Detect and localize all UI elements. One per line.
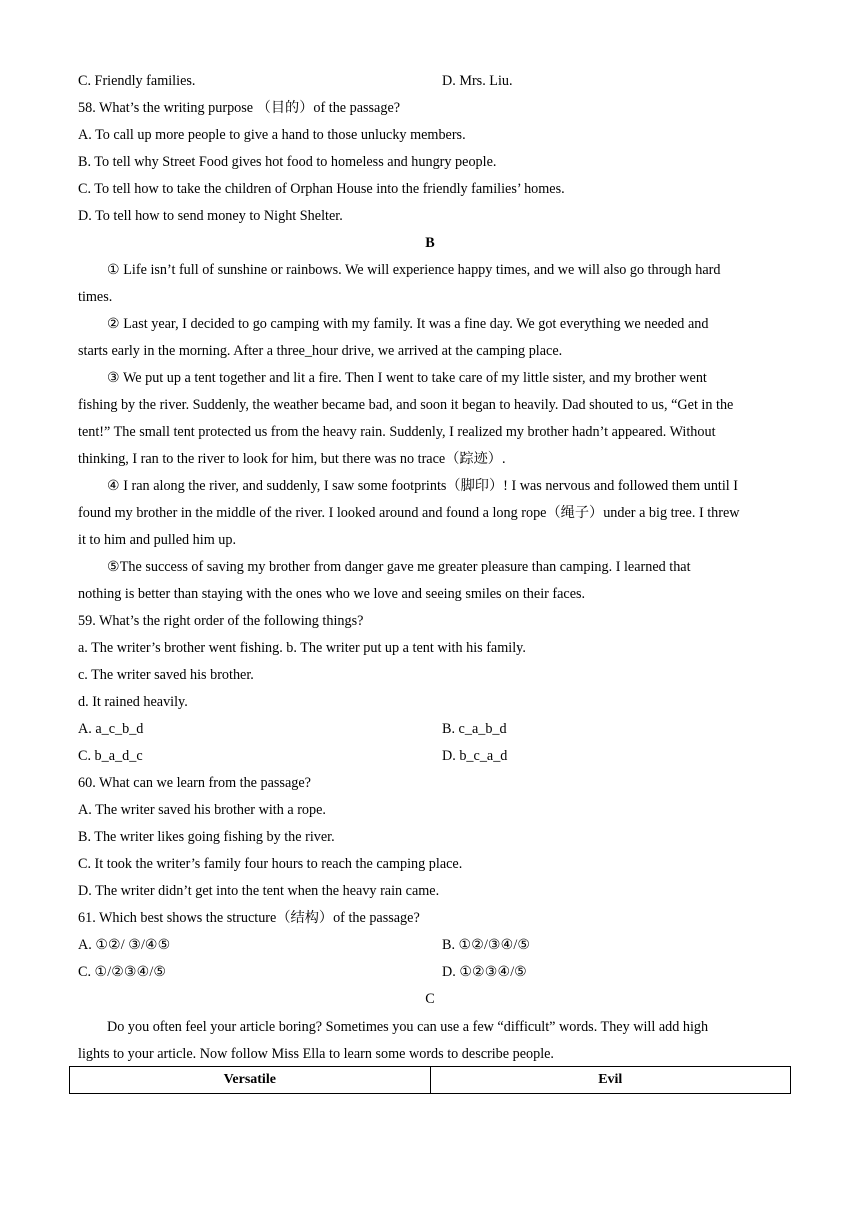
word-table-header-evil: Evil bbox=[430, 1067, 791, 1094]
text-line: B. c_a_b_d bbox=[442, 721, 507, 737]
text-line: B. The writer likes going fishing by the river. bbox=[78, 829, 335, 845]
text-line: times. bbox=[78, 289, 113, 305]
text-line: 58. What’s the writing purpose （目的）of the passage? bbox=[78, 100, 401, 116]
text-line: lights to your article. Now follow Miss Ella to learn some words to describe people. bbox=[78, 1046, 554, 1062]
word-table-header-versatile: Versatile bbox=[70, 1067, 431, 1094]
text-line: ② Last year, I decided to go camping with my family. It was a fine day. We got everything we needed and bbox=[107, 316, 709, 332]
text-line: ⑤The success of saving my brother from danger gave me greater pleasure than camping. I learned that bbox=[107, 559, 691, 575]
text-line: thinking, I ran to the river to look for him, but there was no trace（踪迹）. bbox=[78, 451, 506, 467]
text-line: A. To call up more people to give a hand to those unlucky members. bbox=[78, 127, 466, 143]
text-line: D. b_c_a_d bbox=[442, 748, 508, 764]
text-line: A. The writer saved his brother with a rope. bbox=[78, 802, 326, 818]
text-line: A. a_c_b_d bbox=[78, 721, 144, 737]
text-line: d. It rained heavily. bbox=[78, 694, 188, 710]
text-line: D. The writer didn’t get into the tent when the heavy rain came. bbox=[78, 883, 440, 899]
text-line: c. The writer saved his brother. bbox=[78, 667, 254, 683]
text-line: starts early in the morning. After a three_hour drive, we arrived at the camping place. bbox=[78, 343, 563, 359]
text-line: B. To tell why Street Food gives hot food to homeless and hungry people. bbox=[78, 154, 497, 170]
text-line: ① Life isn’t full of sunshine or rainbows. We will experience happy times, and we will also go through hard bbox=[107, 262, 721, 278]
text-line: B bbox=[425, 235, 435, 251]
text-line: C. To tell how to take the children of Orphan House into the friendly families’ homes. bbox=[78, 181, 565, 197]
text-line: C. ①/②③④/⑤ bbox=[78, 964, 167, 980]
text-line: C. b_a_d_c bbox=[78, 748, 143, 764]
text-line: D. ①②③④/⑤ bbox=[442, 964, 527, 980]
text-line: Do you often feel your article boring? Sometimes you can use a few “difficult” words. They will add high bbox=[107, 1019, 709, 1035]
text-line: B. ①②/③④/⑤ bbox=[442, 937, 531, 953]
text-line: it to him and pulled him up. bbox=[78, 532, 237, 548]
text-line: 61. Which best shows the structure（结构）of the passage? bbox=[78, 910, 420, 926]
text-line: C bbox=[425, 991, 435, 1007]
text-line: found my brother in the middle of the river. I looked around and found a long rope（绳子）under a big tree. I threw bbox=[78, 505, 740, 521]
word-table bbox=[69, 1066, 791, 1094]
text-line: C. It took the writer’s family four hours to reach the camping place. bbox=[78, 856, 463, 872]
text-line: fishing by the river. Suddenly, the weather became bad, and soon it began to heavily. Dad shouted to us, “Get in the bbox=[78, 397, 734, 413]
text-line: ④ I ran along the river, and suddenly, I saw some footprints（脚印）! I was nervous and followed them until I bbox=[107, 478, 739, 494]
text-line: 59. What’s the right order of the following things? bbox=[78, 613, 364, 629]
text-line: 60. What can we learn from the passage? bbox=[78, 775, 311, 791]
text-line: A. ①②/ ③/④⑤ bbox=[78, 937, 171, 953]
text-line: ③ We put up a tent together and lit a fire. Then I went to take care of my little sister, and my brother went bbox=[107, 370, 707, 386]
text-line: D. Mrs. Liu. bbox=[442, 73, 513, 89]
text-line: D. To tell how to send money to Night Shelter. bbox=[78, 208, 343, 224]
text-line: nothing is better than staying with the ones who we love and seeing smiles on their faces. bbox=[78, 586, 586, 602]
text-line: C. Friendly families. bbox=[78, 73, 196, 89]
text-line: a. The writer’s brother went fishing. b. The writer put up a tent with his family. bbox=[78, 640, 526, 656]
text-line: tent!” The small tent protected us from the heavy rain. Suddenly, I realized my brother hadn’t appeared. Without bbox=[78, 424, 716, 440]
